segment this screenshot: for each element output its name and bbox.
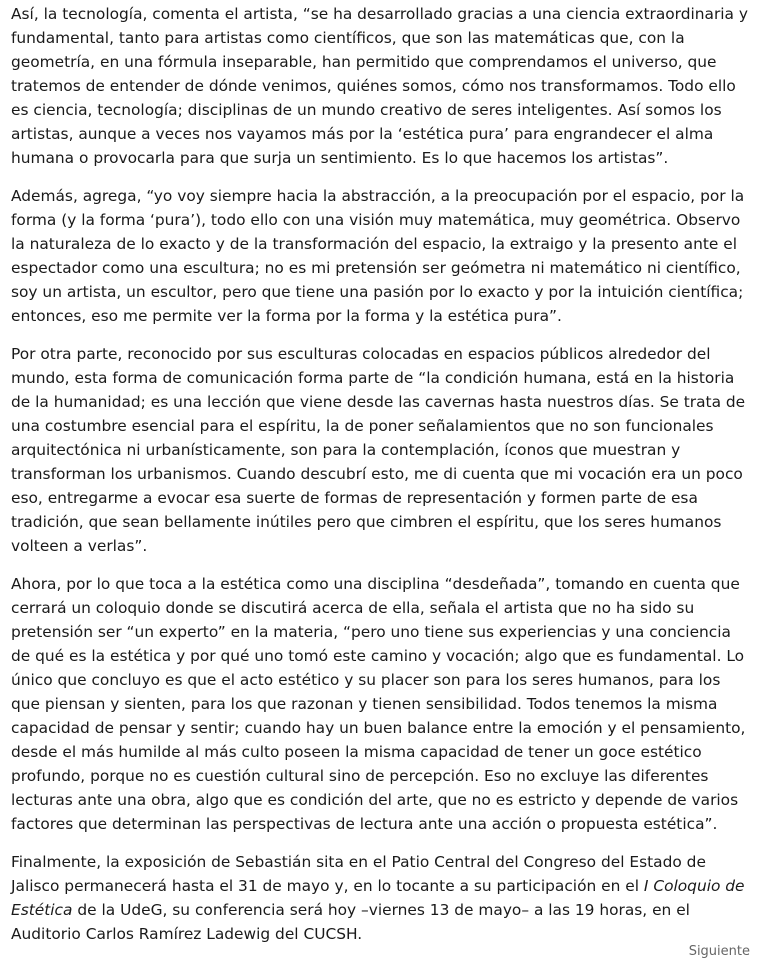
paragraph-1: Así, la tecnología, comenta el artista, “se ha desarrollado gracias a una ciencia extraordinaria y fundamental, tanto para artistas como científicos, que son las matemáticas que, con la geometría, en una fórmula inseparable, han permitido que comprendamos el universo, que tratemos de entender de dónde venimos, quiénes somos, cómo nos transformamos. Todo ello es ciencia, tecnología; disciplinas de un mundo creativo de seres inteligentes. Así somos los artistas, aunque a veces nos vayamos más por la ‘estética pura’ para engrandecer el alma humana o provocarla para que surja un sentimiento. Es lo que hacemos los artistas”. — [11, 5, 748, 167]
next-link[interactable]: Siguiente — [688, 944, 750, 959]
paragraph-4: Ahora, por lo que toca a la estética como una disciplina “desdeñada”, tomando en cuenta que cerrará un coloquio donde se discutirá acerca de ella, señala el artista que no ha sido su pretensión ser “un experto” en la materia, “pero uno tiene sus experiencias y una conciencia de qué es la estética y por qué uno tomó este camino y vocación; algo que es fundamental. Lo único que concluyo es que el acto estético y su placer son para los seres humanos, para los que piensan y sienten, para los que razonan y tienen sensibilidad. Todos tenemos la misma capacidad de pensar y sentir; cuando hay un buen balance entre la emoción y el pensamiento, desde el más humilde al más culto poseen la misma capacidad de tener un goce estético profundo, porque no es cuestión cultural sino de percepción. Eso no excluye las diferentes lecturas ante una obra, algo que es condición del arte, que no es estricto y depende de varios factores que determinan las perspectivas de lectura ante una acción o propuesta estética”. — [11, 575, 746, 833]
article-body — [11, 0, 749, 960]
paragraph-2: Además, agrega, “yo voy siempre hacia la abstracción, a la preocupación por el espacio, por la forma (y la forma ‘pura’), todo ello con una visión muy matemática, muy geométrica. Observo la naturaleza de lo exacto y de la transformación del espacio, la extraigo y la presento ante el espectador como una escultura; no es mi pretensión ser geómetra ni matemático ni científico, soy un artista, un escultor, pero que tiene una pasión por lo exacto y por la intuición científica; entonces, eso me permite ver la forma por la forma y la estética pura”. — [11, 187, 745, 325]
paragraph-5 — [11, 850, 749, 946]
paragraph-5-text-b: de la UdeG, su conferencia será hoy –viernes 13 de mayo– a las 19 horas, en el Auditorio Carlos Ramírez Ladewig del CUCSH. — [11, 901, 690, 943]
paragraph-5-text-a: Finalmente, la exposición de Sebastián sita en el Patio Central del Congreso del Estado de Jalisco permanecerá hasta el 31 de mayo y, en lo tocante a su participación en el — [11, 853, 706, 895]
paragraph-3: Por otra parte, reconocido por sus esculturas colocadas en espacios públicos alrededor del mundo, esta forma de comunicación forma parte de “la condición humana, está en la historia de la humanidad; es una lección que viene desde las cavernas hasta nuestros días. Se trata de una costumbre esencial para el espíritu, la de poner señalamientos que no son funcionales arquitectónica ni urbanísticamente, son para la contemplación, íconos que muestran y transforman los urbanismos. Cuando descubrí esto, me di cuenta que mi vocación era un poco eso, entregarme a evocar esa suerte de formas de representación y formen parte de esa tradición, que sean bellamente inútiles pero que cimbren el espíritu, que los seres humanos volteen a verlas”. — [11, 345, 746, 555]
colloquium-title: I Coloquio de Estética — [11, 877, 745, 919]
